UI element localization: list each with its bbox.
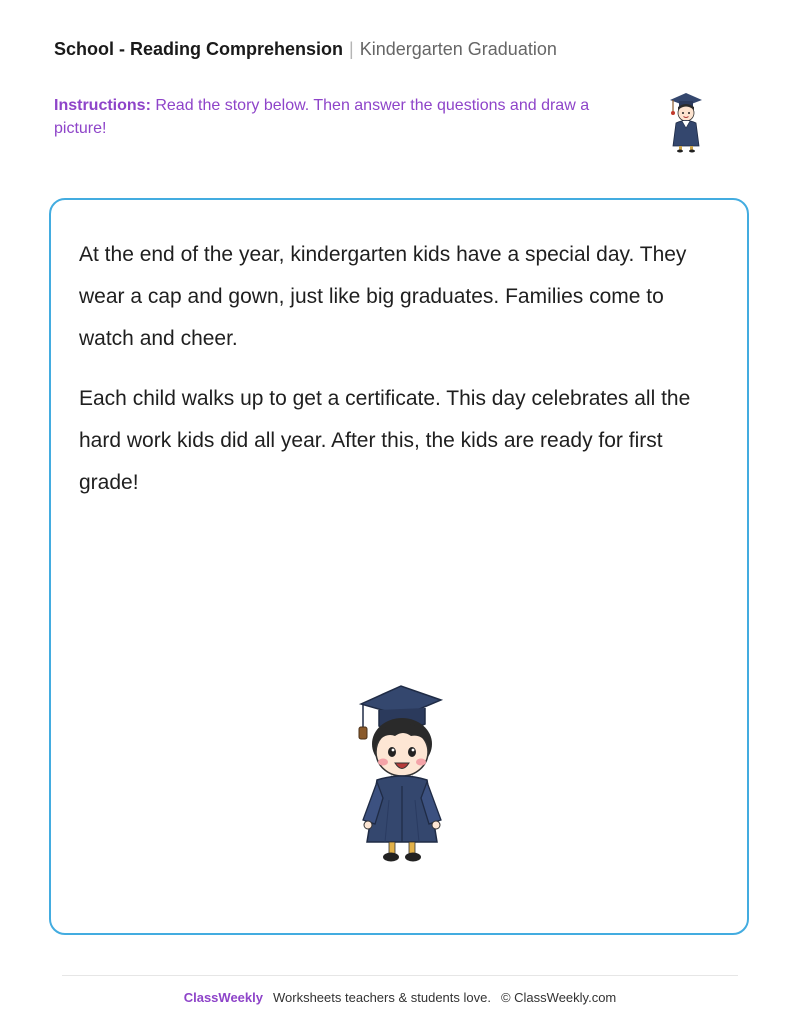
footer xyxy=(0,989,800,1007)
graduate-child-illustration xyxy=(351,682,451,868)
topic-title: Kindergarten Graduation xyxy=(359,39,557,59)
footer-divider xyxy=(62,975,738,976)
footer-copyright: © ClassWeekly.com xyxy=(500,990,617,1005)
instructions-text: Read the story below. Then answer the questions and draw a picture! xyxy=(54,97,590,137)
story-text xyxy=(79,234,699,522)
footer-brand: ClassWeekly xyxy=(183,990,263,1005)
title-separator: | xyxy=(349,39,354,59)
story-box xyxy=(49,198,749,935)
graduate-child-icon xyxy=(664,88,708,154)
instructions xyxy=(54,94,614,140)
story-paragraph: Each child walks up to get a certificate. This day celebrates all the hard work kids did all year. After this, the kids are ready for first grade! xyxy=(79,387,691,494)
subject-title: School - Reading Comprehension xyxy=(54,39,344,59)
story-paragraph: At the end of the year, kindergarten kids have a special day. They wear a cap and gown, just like big graduates. Families come to watch and cheer. xyxy=(79,243,687,350)
footer-tagline: Worksheets teachers & students love. xyxy=(272,990,491,1005)
instructions-label: Instructions: xyxy=(54,97,151,114)
worksheet-header xyxy=(54,37,557,61)
